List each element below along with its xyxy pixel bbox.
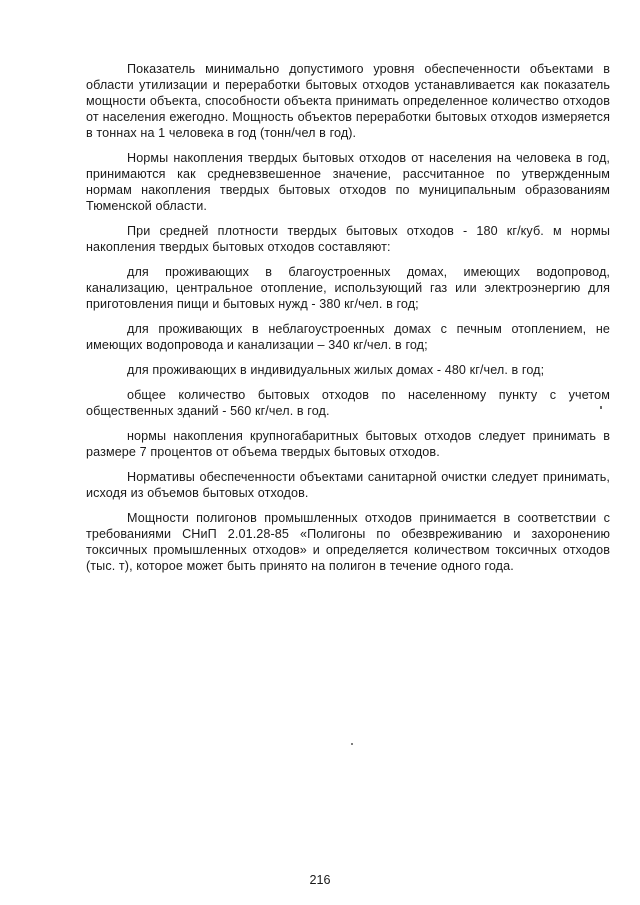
paragraph: Нормы накопления твердых бытовых отходов от населения на человека в год, принимаются как средневзвешенное значение, рассчитанное по утвержденным нормам накопления твердых бытовых отходов по муниципальным образованиям Тюменской области. bbox=[86, 151, 610, 213]
paragraph: для проживающих в индивидуальных жилых домах - 480 кг/чел. в год; bbox=[127, 363, 545, 377]
paragraph: общее количество бытовых отходов по населенному пункту с учетом общественных зданий - 560 кг/чел. в год. bbox=[86, 388, 610, 418]
paragraph: для проживающих в благоустроенных домах, имеющих водопровод, канализацию, центральное отопление, использующий газ или электроэнергию для приготовления пищи и бытовых нужд - 380 кг/чел. в год; bbox=[86, 265, 610, 311]
paragraph: Показатель минимально допустимого уровня обеспеченности объектами в области утилизации и переработки бытовых отходов устанавливается как показатель мощности объекта, способности объекта принимать определенное количество отходов от населения ежегодно. Мощность объектов переработки бытовых отходов измеряется в тоннах на 1 человека в год (тонн/чел в год). bbox=[86, 62, 610, 140]
scan-artifact bbox=[600, 406, 602, 409]
paragraph: нормы накопления крупногабаритных бытовых отходов следует принимать в размере 7 процентов от объема твердых бытовых отходов. bbox=[86, 429, 610, 459]
page-number: 216 bbox=[309, 873, 331, 887]
paragraph: Мощности полигонов промышленных отходов принимается в соответствии с требованиями СНиП 2.01.28-85 «Полигоны по обезвреживанию и захоронению токсичных промышленных отходов» и определяется количеством токсичных отходов (тыс. т), которое может быть принято на полигон в течение одного года. bbox=[86, 511, 610, 573]
paragraph: При средней плотности твердых бытовых отходов - 180 кг/куб. м нормы накопления твердых бытовых отходов составляют: bbox=[86, 224, 610, 254]
body-text bbox=[86, 61, 610, 583]
paragraph: Нормативы обеспеченности объектами санитарной очистки следует принимать, исходя из объемов бытовых отходов. bbox=[86, 470, 610, 500]
scan-artifact bbox=[351, 743, 353, 745]
paragraph: для проживающих в неблагоустроенных домах с печным отоплением, не имеющих водопровода и канализации – 340 кг/чел. в год; bbox=[86, 322, 610, 352]
